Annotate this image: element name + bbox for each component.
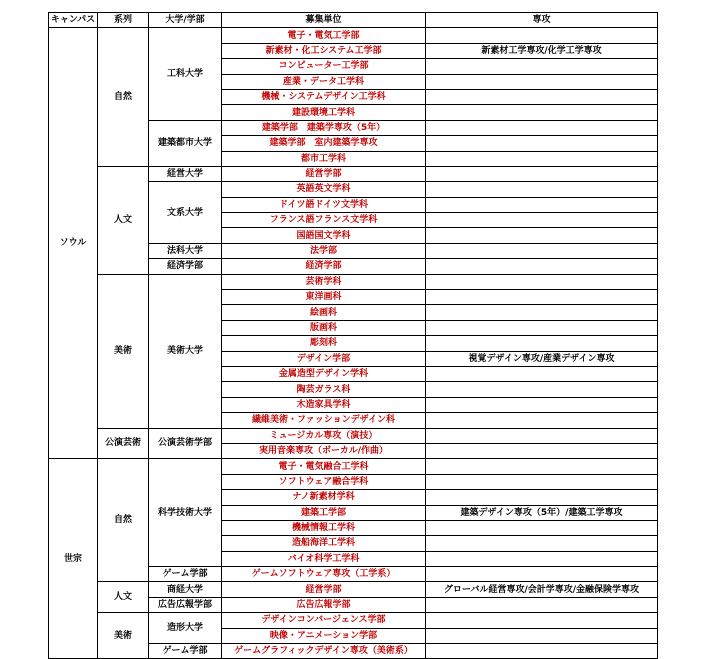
college-cell: 公演芸術学部 (149, 428, 222, 459)
major-cell (426, 290, 658, 305)
unit-cell: 都市工学科 (222, 151, 426, 166)
major-cell (426, 166, 658, 181)
major-cell (426, 259, 658, 274)
college-cell: 文系大学 (149, 182, 222, 244)
unit-cell: 木造家具学科 (222, 397, 426, 412)
major-cell (426, 228, 658, 243)
unit-cell: 電子・電気融合工学科 (222, 459, 426, 474)
unit-cell: 新素材・化工システム工学部 (222, 43, 426, 58)
table-row (49, 28, 658, 43)
unit-cell: 建築学部 室内建築学専攻 (222, 136, 426, 151)
unit-cell: 映像・アニメーション学部 (222, 628, 426, 643)
college-cell: ゲーム学部 (149, 644, 222, 659)
college-cell: 建築都市大学 (149, 120, 222, 166)
major-cell (426, 567, 658, 582)
college-cell: 工科大学 (149, 28, 222, 120)
major-cell (426, 336, 658, 351)
field-cell: 自然 (98, 459, 149, 582)
unit-cell: 法学部 (222, 243, 426, 258)
college-cell: 広告広報学部 (149, 597, 222, 612)
unit-cell: 彫刻科 (222, 336, 426, 351)
college-cell: 美術大学 (149, 274, 222, 428)
table-row (49, 428, 658, 443)
major-cell (426, 213, 658, 228)
major-cell (426, 520, 658, 535)
major-cell (426, 74, 658, 89)
unit-cell: 絵画科 (222, 305, 426, 320)
header-unit: 募集単位 (222, 13, 426, 28)
major-cell (426, 628, 658, 643)
unit-cell: 陶芸ガラス科 (222, 382, 426, 397)
unit-cell: 建設環境工学科 (222, 105, 426, 120)
header-major: 専攻 (426, 13, 658, 28)
major-cell: 視覚デザイン専攻/産業デザイン専攻 (426, 351, 658, 366)
major-cell (426, 536, 658, 551)
unit-cell: デザインコンバージェンス学部 (222, 613, 426, 628)
header-field: 系列 (98, 13, 149, 28)
major-cell (426, 59, 658, 74)
unit-cell: 建築学部 建築学専攻（5年） (222, 120, 426, 135)
major-cell (426, 89, 658, 104)
unit-cell: 産業・データ工学科 (222, 74, 426, 89)
major-cell (426, 597, 658, 612)
unit-cell: 繊維美術・ファッションデザイン科 (222, 413, 426, 428)
unit-cell: ミュージカル専攻（演技） (222, 428, 426, 443)
unit-cell: 広告広報学部 (222, 597, 426, 612)
table-row (49, 274, 658, 289)
major-cell (426, 551, 658, 566)
unit-cell: 経営学部 (222, 166, 426, 181)
college-cell: ゲーム学部 (149, 567, 222, 582)
major-cell (426, 644, 658, 659)
table-row (49, 582, 658, 597)
header-college: 大学/学部 (149, 13, 222, 28)
unit-cell: 芸術学科 (222, 274, 426, 289)
college-cell: 経営大学 (149, 166, 222, 181)
college-cell: 法科大学 (149, 243, 222, 258)
unit-cell: 実用音楽専攻（ボーカル/作曲） (222, 443, 426, 458)
unit-cell: 機械・システムデザイン工学科 (222, 89, 426, 104)
unit-cell: 金属造型デザイン学科 (222, 366, 426, 381)
college-cell: 経済学部 (149, 259, 222, 274)
major-cell (426, 243, 658, 258)
major-cell (426, 459, 658, 474)
college-cell: 造形大学 (149, 613, 222, 644)
major-cell (426, 413, 658, 428)
header-campus: キャンパス (49, 13, 98, 28)
unit-cell: ナノ新素材学科 (222, 490, 426, 505)
unit-cell: ソフトウェア融合学科 (222, 474, 426, 489)
major-cell (426, 613, 658, 628)
header-row (49, 13, 658, 28)
major-cell: グローバル経営専攻/会計学専攻/金融保険学専攻 (426, 582, 658, 597)
major-cell (426, 443, 658, 458)
campus-cell: ソウル (49, 28, 98, 459)
major-cell (426, 120, 658, 135)
field-cell: 人文 (98, 166, 149, 274)
major-cell (426, 182, 658, 197)
college-cell: 科学技術大学 (149, 459, 222, 567)
major-cell (426, 305, 658, 320)
unit-cell: 版画科 (222, 320, 426, 335)
major-cell (426, 366, 658, 381)
major-cell (426, 274, 658, 289)
unit-cell: ゲームソフトウェア専攻（工学系） (222, 567, 426, 582)
unit-cell: 国語国文学科 (222, 228, 426, 243)
major-cell (426, 397, 658, 412)
unit-cell: 建築工学部 (222, 505, 426, 520)
unit-cell: コンピューター工学部 (222, 59, 426, 74)
major-cell: 建築デザイン専攻（5年）/建築工学専攻 (426, 505, 658, 520)
major-cell (426, 28, 658, 43)
unit-cell: フランス語フランス文学科 (222, 213, 426, 228)
field-cell: 美術 (98, 274, 149, 428)
major-cell (426, 428, 658, 443)
field-cell: 人文 (98, 582, 149, 613)
major-cell (426, 382, 658, 397)
major-cell (426, 136, 658, 151)
unit-cell: 英語英文学科 (222, 182, 426, 197)
table-row (49, 166, 658, 181)
unit-cell: バイオ科学工学科 (222, 551, 426, 566)
admissions-table (48, 12, 658, 659)
unit-cell: 電子・電気工学部 (222, 28, 426, 43)
major-cell (426, 105, 658, 120)
major-cell (426, 151, 658, 166)
unit-cell: 経済学部 (222, 259, 426, 274)
major-cell (426, 490, 658, 505)
major-cell: 新素材工学専攻/化学工学専攻 (426, 43, 658, 58)
field-cell: 公演芸術 (98, 428, 149, 459)
unit-cell: ドイツ語ドイツ文学科 (222, 197, 426, 212)
unit-cell: 東洋画科 (222, 290, 426, 305)
major-cell (426, 320, 658, 335)
unit-cell: 造船海洋工学科 (222, 536, 426, 551)
major-cell (426, 474, 658, 489)
major-cell (426, 197, 658, 212)
unit-cell: デザイン学部 (222, 351, 426, 366)
unit-cell: ゲームグラフィックデザイン専攻（美術系） (222, 644, 426, 659)
table-row (49, 613, 658, 628)
unit-cell: 機械情報工学科 (222, 520, 426, 535)
field-cell: 自然 (98, 28, 149, 167)
college-cell: 商経大学 (149, 582, 222, 597)
unit-cell: 経営学部 (222, 582, 426, 597)
table-row (49, 459, 658, 474)
field-cell: 美術 (98, 613, 149, 659)
table-body (49, 28, 658, 659)
campus-cell: 世宗 (49, 459, 98, 659)
